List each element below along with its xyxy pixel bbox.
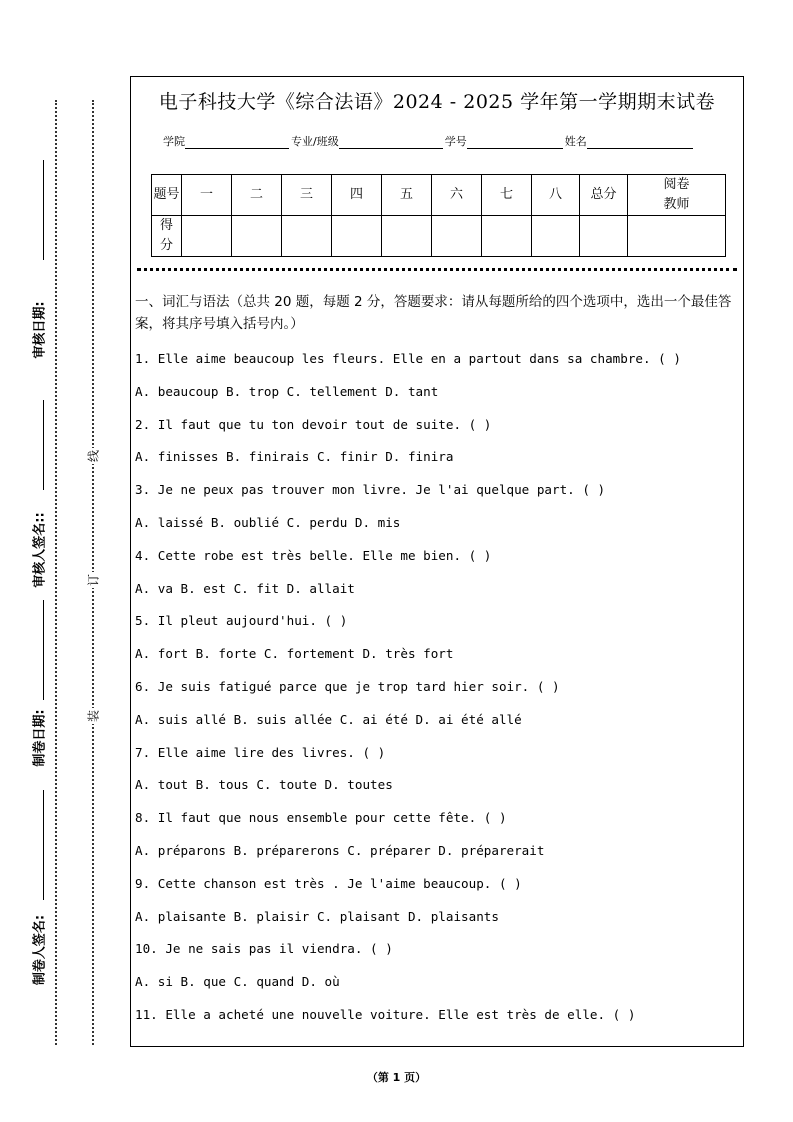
score-table-header-row <box>152 175 726 216</box>
total-score-header: 总分 <box>580 175 628 216</box>
score-cell[interactable] <box>232 216 282 257</box>
name-blank[interactable] <box>587 136 693 149</box>
score-col-header: 七 <box>482 175 532 216</box>
grader-cell[interactable] <box>628 216 726 257</box>
score-col-header: 一 <box>182 175 232 216</box>
question-options: A. suis allé B. suis allée C. ai été D. ai été allé <box>135 711 522 727</box>
question-options: A. tout B. tous C. toute D. toutes <box>135 777 393 793</box>
major-class-label: 专业/班级 <box>291 135 339 148</box>
binding-dotted-line-outer <box>55 100 57 1045</box>
score-cell[interactable] <box>532 216 580 257</box>
name-label: 姓名 <box>564 135 587 148</box>
score-col-header: 三 <box>282 175 332 216</box>
major-class-blank[interactable] <box>339 136 443 149</box>
score-cell[interactable] <box>432 216 482 257</box>
score-table-score-row <box>152 216 726 257</box>
question-options: A. laissé B. oublié C. perdu D. mis <box>135 514 401 530</box>
question-text: 4. Cette robe est très belle. Elle me bien. ( ) <box>135 547 492 563</box>
question-options: A. si B. que C. quand D. où <box>135 974 340 990</box>
college-label: 学院 <box>163 135 185 148</box>
signature-underline <box>43 160 44 260</box>
question-text: 10. Je ne sais pas il viendra. ( ) <box>135 941 393 957</box>
question-options: A. va B. est C. fit D. allait <box>135 580 355 596</box>
score-cell[interactable] <box>282 216 332 257</box>
exam-title: 电子科技大学《综合法语》2024 - 2025 学年第一学期期末试卷 <box>158 91 716 113</box>
score-cell[interactable] <box>382 216 432 257</box>
section-divider <box>137 268 737 271</box>
score-cell[interactable] <box>482 216 532 257</box>
question-options: A. finisses B. finirais C. finir D. finira <box>135 449 454 465</box>
student-id-blank[interactable] <box>467 136 563 149</box>
question-text: 6. Je suis fatigué parce que je trop tard hier soir. ( ) <box>135 678 560 694</box>
question-text: 11. Elle a acheté une nouvelle voiture. Elle est très de elle. ( ) <box>135 1006 636 1022</box>
signature-underline <box>43 790 44 900</box>
signature-underline <box>43 600 44 700</box>
student-info-row <box>163 133 695 149</box>
question-options: A. beaucoup B. trop C. tellement D. tant <box>135 383 439 399</box>
score-col-header: 八 <box>532 175 580 216</box>
signature-underline <box>43 400 44 490</box>
exam-paper <box>130 76 744 1047</box>
question-text: 2. Il faut que tu ton devoir tout de suite. ( ) <box>135 416 492 432</box>
question-options: A. fort B. forte C. fortement D. très fort <box>135 646 454 662</box>
question-text: 1. Elle aime beaucoup les fleurs. Elle en a partout dans sa chambre. ( ) <box>135 351 681 366</box>
score-cell[interactable] <box>332 216 382 257</box>
student-id-label: 学号 <box>444 135 467 148</box>
question-options: A. préparons B. préparerons C. préparer D. préparerait <box>135 842 545 858</box>
question-text: 3. Je ne peux pas trouver mon livre. Je l'ai quelque part. ( ) <box>135 482 606 498</box>
question-options: A. plaisante B. plaisir C. plaisant D. plaisants <box>135 908 499 924</box>
score-col-header: 六 <box>432 175 482 216</box>
score-col-header: 二 <box>232 175 282 216</box>
score-table <box>151 174 726 257</box>
question-text: 8. Il faut que nous ensemble pour cette fête. ( ) <box>135 810 507 826</box>
question-text: 9. Cette chanson est très . Je l'aime beaucoup. ( ) <box>135 875 522 891</box>
score-col-header: 五 <box>382 175 432 216</box>
section-heading: 一、词汇与语法（总共 20 题，每题 2 分，答题要求：请从每题所给的四个选项中，选出一个最佳答案，将其序号填入括号内。） <box>135 294 732 332</box>
college-blank[interactable] <box>185 136 289 149</box>
question-text: 7. Elle aime lire des livres. ( ) <box>135 744 386 760</box>
grader-header: 阅卷教师 <box>628 175 726 216</box>
question-section <box>135 291 739 1032</box>
score-cell[interactable] <box>182 216 232 257</box>
question-text: 5. Il pleut aujourd'hui. ( ) <box>135 613 348 629</box>
question-number-label: 题号 <box>152 175 182 216</box>
score-row-label: 得分 <box>152 216 182 257</box>
score-col-header: 四 <box>332 175 382 216</box>
total-score-cell[interactable] <box>580 216 628 257</box>
page-number: （第 1 页） <box>366 1071 427 1084</box>
